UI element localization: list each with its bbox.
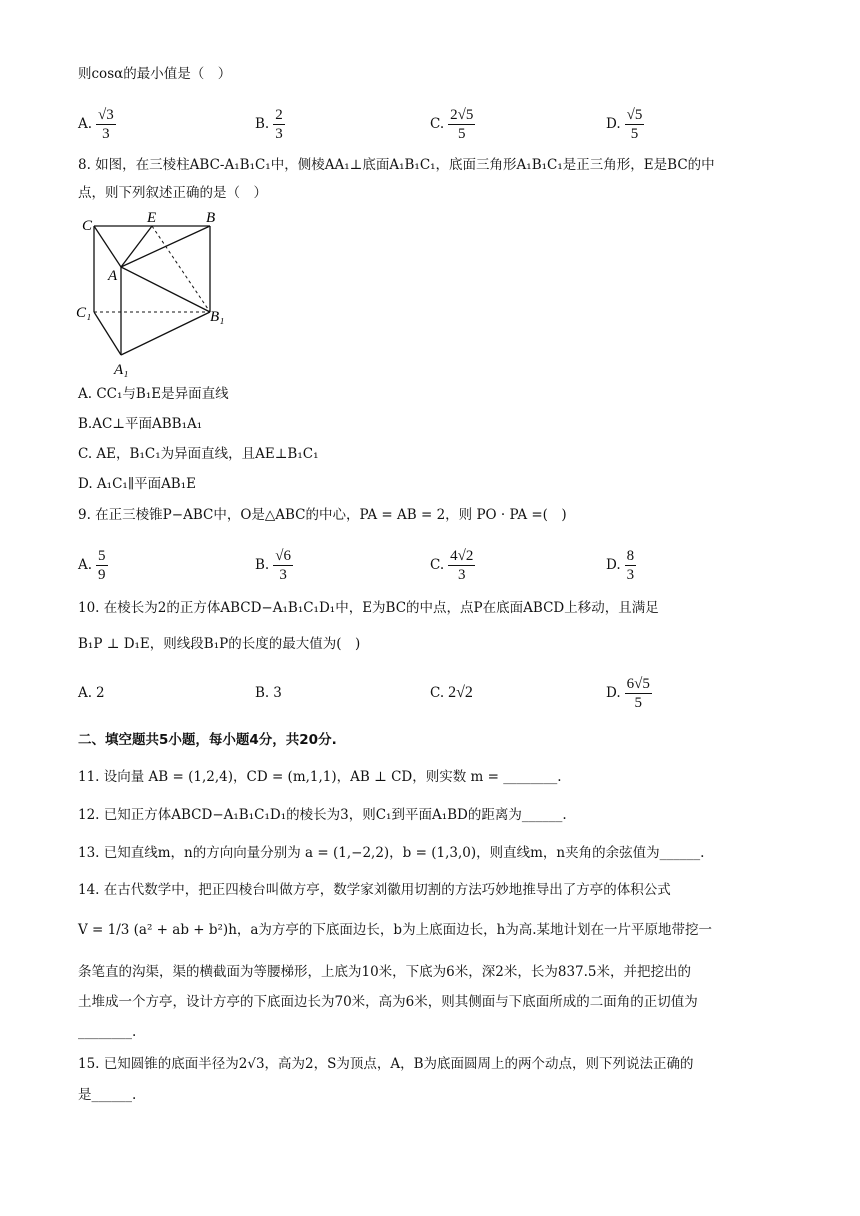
q14-line2: V = 1/3 (a² + ab + b²)h，a为方亭的下底面边长，b为上底面边长，h为高.某地计划在一片平原地带挖一: [78, 922, 713, 938]
label-a1: A₁: [114, 362, 129, 378]
q8-prism-figure: [74, 206, 244, 381]
q8-stem-line1: 8. 如图，在三棱柱ABC-A₁B₁C₁中，侧棱AA₁⊥底面A₁B₁C₁，底面三角形A₁B₁C₁是正三角形，E是BC的中: [78, 157, 715, 173]
q13: 13. 已知直线m，n的方向向量分别为 a = (1,−2,2)，b = (1,3,0)，则直线m，n夹角的余弦值为______.: [78, 845, 705, 861]
q10-option-d: D. $\frac{6√5}{5}$: [606, 675, 650, 711]
q10-options: [78, 668, 778, 718]
q11: 11. 设向量 AB = (1,2,4)，CD = (m,1,1)，AB ⊥ CD，则实数 m = ________.: [78, 769, 562, 785]
q7-options: [78, 99, 778, 149]
q9-option-a: A. $\frac{5}{9}$: [78, 547, 106, 583]
label-c: C: [82, 218, 93, 234]
label-b1: B₁: [210, 309, 225, 325]
q9-option-d: D. $\frac{8}{3}$: [606, 547, 635, 583]
q15-line2: 是______.: [78, 1087, 137, 1103]
q10-option-c: C. 2√2: [430, 684, 473, 701]
q10-stem-line1: 10. 在棱长为2的正方体ABCD−A₁B₁C₁D₁中，E为BC的中点，点P在底面ABCD上移动，且满足: [78, 600, 659, 616]
q7-option-b: B. $\frac{2}{3}$: [255, 106, 283, 142]
q9-options: [78, 540, 778, 590]
q7-option-a: A. $\frac{√3}{3}$: [78, 106, 114, 142]
q10-stem-line2: B₁P ⊥ D₁E，则线段B₁P的长度的最大值为( ): [78, 636, 361, 652]
section-title: 二、填空题共5小题，每小题4分，共20分.: [78, 732, 337, 748]
q12: 12. 已知正方体ABCD−A₁B₁C₁D₁的棱长为3，则C₁到平面A₁BD的距离为______.: [78, 807, 567, 823]
q8-stem-line2: 点，则下列叙述正确的是（ ）: [78, 185, 267, 201]
label-b: B: [206, 210, 216, 226]
q15-line1: 15. 已知圆锥的底面半径为2√3，高为2，S为顶点，A，B为底面圆周上的两个动点，则下列说法正确的: [78, 1056, 694, 1072]
label-c1: C₁: [76, 305, 92, 321]
q9-option-c: C. $\frac{4√2}{3}$: [430, 547, 474, 583]
q14-line4: 土堆成一个方亭，设计方亭的下底面边长为70米，高为6米，则其侧面与下底面所成的二面角的正切值为: [78, 994, 698, 1010]
label-a: A: [108, 268, 118, 284]
q14-line5: ________.: [78, 1024, 137, 1040]
label-e: E: [147, 210, 157, 226]
q7-stem: 则cosα的最小值是（ ）: [78, 66, 232, 82]
q7-option-d: D. $\frac{√5}{5}$: [606, 106, 643, 142]
q14-line1: 14. 在古代数学中，把正四棱台叫做方亭，数学家刘徽用切割的方法巧妙地推导出了方亭的体积公式: [78, 882, 671, 898]
q8-option-c: C. AE，B₁C₁为异面直线，且AE⊥B₁C₁: [78, 446, 319, 462]
q7-option-c: C. $\frac{2√5}{5}$: [430, 106, 474, 142]
q14-line3: 条笔直的沟渠，渠的横截面为等腰梯形，上底为10米，下底为6米，深2米，长为837.5米，并把挖出的: [78, 964, 692, 980]
q10-option-a: A. 2: [78, 685, 105, 701]
q10-option-b: B. 3: [255, 685, 282, 701]
q9-option-b: B. $\frac{√6}{3}$: [255, 547, 291, 583]
q9-stem: 9. 在正三棱锥P−ABC中，O是△ABC的中心，PA = AB = 2，则 PO · PA =( ): [78, 507, 567, 523]
q8-option-d: D. A₁C₁∥平面AB₁E: [78, 476, 196, 492]
q8-option-b: B.AC⊥平面ABB₁A₁: [78, 416, 203, 432]
q8-option-a: A. CC₁与B₁E是异面直线: [78, 386, 229, 402]
